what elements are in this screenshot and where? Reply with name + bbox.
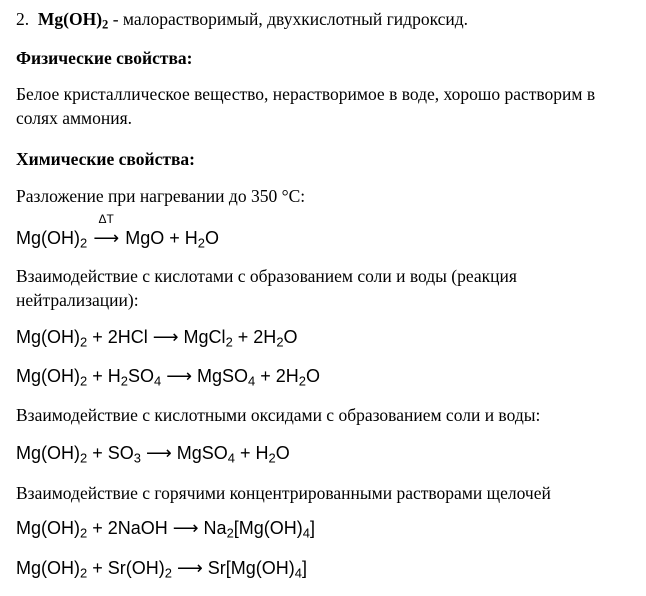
alkalis-text: Взаимодействие с горячими концентрированными растворами щелочей <box>16 483 551 503</box>
heading-description: - малорастворимый, двухкислотный гидроксид. <box>108 9 469 29</box>
reaction-arrow: ΔT ⟶ <box>91 226 121 250</box>
equation-acid-h2so4: $Mg(OH)_2 + H_2SO_4$ ⟶ MgSO$_4$ + $2H_2O$ <box>16 366 320 389</box>
equation-alkali-naoh: $Mg(OH)_2$ + 2NaOH ⟶ $Na_2[Mg(OH)_4]$ <box>16 518 316 541</box>
acid-oxides-text: Взаимодействие с кислотными оксидами с образованием соли и воды: <box>16 405 541 425</box>
acids-text: Взаимодействие с кислотами с образованием соли и воды (реакция нейтрализации): <box>16 266 517 310</box>
equation-acid-hcl: $Mg(OH)_2 + 2HCl$ ⟶ MgCl$_2$ + $2H_2O$ <box>16 327 298 350</box>
heating-condition: ΔT <box>98 212 114 226</box>
physical-properties-title: Физические свойства: <box>16 48 193 68</box>
equation-acid-oxide: $Mg(OH)_2 + SO_3$ ⟶ MgSO$_4$ + $H_2O$ <box>16 443 290 466</box>
section-heading <box>16 7 468 31</box>
chemical-properties-title: Химические свойства: <box>16 149 195 169</box>
physical-properties-text: Белое кристаллическое вещество, нерастворимое в воде, хорошо растворим в солях аммония. <box>16 84 596 128</box>
heading-formula: $Mg(OH)_2$ <box>37 9 109 32</box>
decomposition-text: Разложение при нагревании до 350 °C: <box>16 186 306 206</box>
equation-decomposition: $Mg(OH)_2$ ΔT ⟶ MgO + $H_2O$ <box>16 212 219 251</box>
section-number: 2. <box>16 9 30 29</box>
equation-alkali-sroh2: $Mg(OH)_2 + Sr(OH)_2$ ⟶ $Sr[Mg(OH)_4]$ <box>16 558 307 581</box>
